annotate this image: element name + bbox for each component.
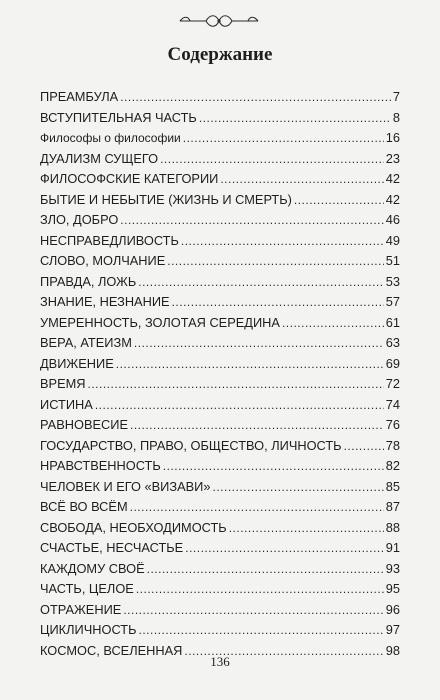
toc-entry <box>40 253 400 274</box>
toc-entry <box>40 581 400 602</box>
toc-entry-page: 8 <box>392 109 400 125</box>
toc-entry-title: СВОБОДА, НЕОБХОДИМОСТЬ <box>40 519 227 535</box>
toc-entry-page: 82 <box>385 458 400 473</box>
dot-leader <box>138 623 383 637</box>
toc-entry <box>40 110 400 131</box>
toc-entry-page: 95 <box>385 581 400 596</box>
toc-entry <box>40 540 400 561</box>
toc-entry <box>40 274 400 295</box>
toc-entry <box>40 151 400 172</box>
dot-leader <box>185 541 384 555</box>
toc-entry-page: 63 <box>385 335 400 350</box>
toc-entry-title: УМЕРЕННОСТЬ, ЗОЛОТАЯ СЕРЕДИНА <box>40 314 280 330</box>
dot-leader <box>282 316 384 330</box>
toc-entry-title: РАВНОВЕСИЕ <box>40 417 128 432</box>
toc-entry-page: 7 <box>392 89 400 104</box>
toc-entry-page: 42 <box>385 171 400 186</box>
toc-entry-page: 46 <box>385 212 400 227</box>
toc-entry-page: 93 <box>385 560 400 576</box>
page-title: Содержание <box>167 44 273 65</box>
toc-entry-title: ПРЕАМБУЛА <box>40 89 119 104</box>
dot-leader <box>138 275 384 289</box>
dot-leader <box>172 295 384 309</box>
toc-entry-title: НРАВСТВЕННОСТЬ <box>40 458 161 473</box>
dot-leader <box>181 234 384 248</box>
dot-leader <box>199 111 391 125</box>
toc-entry-title: ЦИКЛИЧНОСТЬ <box>40 622 137 637</box>
toc-entry <box>40 602 400 623</box>
toc-entry <box>40 192 400 213</box>
toc-entry-title: ВЕРА, АТЕИЗМ <box>40 335 132 350</box>
dot-leader <box>163 459 384 473</box>
dot-leader <box>294 193 384 207</box>
toc-entry-page: 74 <box>385 396 400 412</box>
toc-entry-title: ВРЕМЯ <box>40 376 86 391</box>
toc-entry-page: 51 <box>385 253 400 268</box>
toc-entry <box>40 397 400 418</box>
dot-leader <box>229 521 384 535</box>
toc-entry <box>40 561 400 582</box>
toc-entry-title: БЫТИЕ И НЕБЫТИЕ (ЖИЗНЬ И СМЕРТЬ) <box>40 191 292 207</box>
toc-entry-title: ЗЛО, ДОБРО <box>40 212 119 227</box>
toc-entry-title: ЗНАНИЕ, НЕЗНАНИЕ <box>40 294 170 309</box>
page-number: 136 <box>210 654 230 669</box>
toc-entry <box>40 335 400 356</box>
dot-leader <box>130 500 384 514</box>
toc-entry-page: 76 <box>385 417 400 432</box>
toc-entry-title: ПРАВДА, ЛОЖЬ <box>40 273 137 289</box>
toc-entry-page: 53 <box>385 273 400 289</box>
dot-leader <box>120 90 391 104</box>
dot-leader <box>160 152 384 166</box>
toc-entry <box>40 622 400 643</box>
toc-entry-page: 16 <box>385 130 400 145</box>
table-of-contents <box>40 89 400 663</box>
toc-entry-page: 96 <box>385 601 400 617</box>
toc-entry <box>40 499 400 520</box>
toc-entry <box>40 212 400 233</box>
toc-entry-page: 69 <box>385 355 400 371</box>
toc-entry-title: ЧАСТЬ, ЦЕЛОЕ <box>40 581 134 596</box>
dot-leader <box>136 582 384 596</box>
toc-entry-title: КОСМОС, ВСЕЛЕННАЯ <box>40 642 183 658</box>
toc-entry-title: ЧЕЛОВЕК И ЕГО «ВИЗАВИ» <box>40 478 211 494</box>
dot-leader <box>134 336 384 350</box>
toc-entry <box>40 89 400 110</box>
toc-entry-title: КАЖДОМУ СВОЁ <box>40 560 145 576</box>
toc-entry-page: 57 <box>385 294 400 309</box>
toc-entry-title: ВСЁ ВО ВСЁМ <box>40 499 128 514</box>
dot-leader <box>95 398 384 412</box>
toc-entry-title: СЛОВО, МОЛЧАНИЕ <box>40 253 166 268</box>
toc-entry-title: Философы о философии <box>40 131 181 145</box>
toc-entry <box>40 438 400 459</box>
toc-entry-title: ДВИЖЕНИЕ <box>40 355 114 371</box>
toc-entry-page: 23 <box>385 150 400 166</box>
toc-entry-title: СЧАСТЬЕ, НЕСЧАСТЬЕ <box>40 540 184 555</box>
dot-leader <box>120 213 383 227</box>
toc-entry <box>40 294 400 315</box>
toc-entry-title: ФИЛОСОФСКИЕ КАТЕГОРИИ <box>40 171 219 186</box>
toc-entry-page: 72 <box>385 376 400 391</box>
dot-leader <box>167 254 384 268</box>
toc-entry <box>40 315 400 336</box>
toc-entry <box>40 417 400 438</box>
dot-leader <box>220 172 383 186</box>
toc-entry-page: 98 <box>385 642 400 658</box>
toc-entry-page: 91 <box>385 540 400 555</box>
toc-entry-page: 88 <box>385 519 400 535</box>
toc-entry-title: НЕСПРАВЕДЛИВОСТЬ <box>40 232 179 248</box>
decorative-flourish-icon <box>176 12 262 30</box>
dot-leader <box>183 131 384 145</box>
toc-entry-title: ИСТИНА <box>40 396 93 412</box>
toc-entry-page: 97 <box>385 622 400 637</box>
dot-leader <box>116 357 384 371</box>
toc-entry-page: 87 <box>385 499 400 514</box>
toc-entry <box>40 520 400 541</box>
toc-entry <box>40 233 400 254</box>
dot-leader <box>147 562 384 576</box>
toc-entry <box>40 171 400 192</box>
toc-entry-title: ДУАЛИЗМ СУЩЕГО <box>40 150 159 166</box>
toc-entry-page: 61 <box>385 314 400 330</box>
dot-leader <box>212 480 383 494</box>
toc-entry-page: 49 <box>385 232 400 248</box>
dot-leader <box>88 377 384 391</box>
toc-entry-title: ВСТУПИТЕЛЬНАЯ ЧАСТЬ <box>40 109 197 125</box>
toc-entry <box>40 356 400 377</box>
dot-leader <box>130 418 384 432</box>
dot-leader <box>123 603 383 617</box>
toc-entry-page: 42 <box>385 191 400 207</box>
toc-entry-title: ОТРАЖЕНИЕ <box>40 601 122 617</box>
toc-entry-page: 78 <box>385 437 400 453</box>
toc-entry-page: 85 <box>385 478 400 494</box>
toc-entry-title: ГОСУДАРСТВО, ПРАВО, ОБЩЕСТВО, ЛИЧНОСТЬ <box>40 437 342 453</box>
dot-leader <box>344 439 384 453</box>
toc-entry <box>40 130 400 151</box>
toc-entry <box>40 479 400 500</box>
toc-entry <box>40 376 400 397</box>
toc-entry <box>40 458 400 479</box>
